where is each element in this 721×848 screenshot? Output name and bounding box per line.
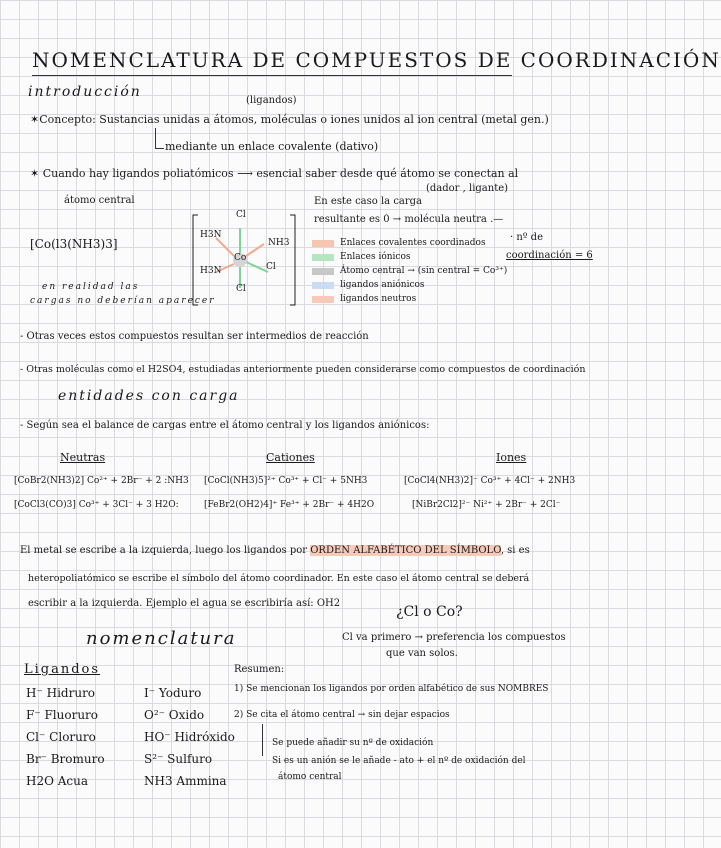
ligand-item: H2O Acua [26,774,89,788]
metal-text-1-end: , si es [500,545,530,556]
ligandos-right-col [144,686,235,796]
ligand-item: NH3 Ammina [144,774,227,788]
note-line-1: en realidad las [42,282,140,292]
legend [312,236,507,306]
legend-swatch [312,240,334,247]
neutras-row-1: [CoBr2(NH3)2] Co²⁺ + 2Br⁻ + 2 :NH3 [14,476,189,486]
center-atom: Co [234,253,247,263]
legend-swatch [312,282,334,289]
ligandos-heading: Ligandos [24,662,101,677]
ligand-ul: H3N [200,230,222,240]
legend-label: Enlaces covalentes coordinados [340,238,486,248]
dador-note: (dador , ligante) [426,183,509,194]
ligand-ur: NH3 [268,238,290,248]
iones-row-2: [NiBr2Cl2]²⁻ Ni²⁺ + 2Br⁻ + 2Cl⁻ [412,500,561,510]
complex-formula: [Co(l3(NH3)3] [30,237,118,251]
concepto-line: ✶Concepto: Sustancias unidas a átomos, moléculas o iones unidos al ion central (metal gen.) [30,113,549,126]
cl-line-2: que van solos. [386,648,458,659]
legend-item [312,278,507,292]
neutras-heading: Neutras [60,451,106,464]
legend-swatch [312,296,334,303]
ligand-top: Cl [236,210,246,220]
bracket-arrow [155,128,164,149]
legend-item [312,236,507,250]
ligandos-note: (ligandos) [246,95,297,106]
metal-line-2: heteropoliatómico se escribe el símbolo del átomo coordinador. En este caso el átomo central se deberá [28,573,530,584]
neutras-row-2: [CoCl3(CO)3] Co³⁺ + 3Cl⁻ + 3 H2O: [14,500,179,510]
legend-label: Átomo central → (sin central = Co³⁺) [340,266,508,276]
nomenclatura-heading: nomenclatura [86,628,237,649]
metal-line-3: escribir a la izquierda. Ejemplo el agua se escribiría así: OH2 [28,598,341,609]
ligand-ll: H3N [200,266,222,276]
legend-swatch [312,268,334,275]
coordination-line-2: coordinación = 6 [506,250,593,261]
orden-alfabetico-highlight: ORDEN ALFABÉTICO DEL SÍMBOLO [310,545,501,556]
otras-line-1: - Otras veces estos compuestos resultan ser intermedios de reacción [20,331,369,342]
resumen-heading: Resumen: [234,664,285,675]
ligand-item: Br⁻ Bromuro [26,752,105,766]
left-bracket [193,215,198,305]
ligand-item: Cl⁻ Cloruro [26,730,96,744]
ligand-item: H⁻ Hidruro [26,686,96,700]
bond-ur [246,244,264,256]
resumen-item-1: 1) Se mencionan los ligandos por orden alfabético de sus NOMBRES [234,684,549,694]
atomo-central-label: átomo central [64,195,135,206]
page-title: NOMENCLATURA DE COMPUESTOS DE COORDINACIÓN [32,48,721,72]
intro-heading: introducción [28,84,142,100]
metal-text-1: El metal se escribe a la izquierda, luego los ligandos por [20,545,308,556]
mediante-line: mediante un enlace covalente (dativo) [165,140,379,153]
bond-ul [216,238,234,256]
resumen-branch [262,724,271,756]
explanation-line-1: En este caso la carga [314,196,423,207]
entidades-heading: entidades con carga [58,388,240,404]
legend-label: Enlaces iónicos [340,252,411,262]
note-line-2: cargas no deberían aparecer [30,296,216,306]
ligand-item: O²⁻ Oxido [144,708,205,722]
legend-label: ligandos neutros [340,294,417,304]
title-underline [32,75,512,76]
ligand-item: HO⁻ Hidróxido [144,730,235,744]
iones-row-1: [CoCl4(NH3)2]⁻ Co³⁺ + 4Cl⁻ + 2NH3 [404,476,576,486]
ligand-item: S²⁻ Sulfuro [144,752,213,766]
segun-line: - Según sea el balance de cargas entre el átomo central y los ligandos aniónicos: [20,420,430,431]
metal-line-1 [20,545,530,556]
cationes-row-2: [FeBr2(OH2)4]⁺ Fe³⁺ + 2Br⁻ + 4H2O [204,500,375,510]
otras-line-2: - Otras moléculas como el H2SO4, estudiadas anteriormente pueden considerarse como compuestos de coordinación [20,364,586,375]
ligandos-left-col [26,686,105,796]
ligand-item: F⁻ Fluoruro [26,708,99,722]
legend-item [312,264,507,278]
resumen-sub-1: Se puede añadir su nº de oxidación [272,738,434,748]
legend-item [312,250,507,264]
resumen-sub-3: átomo central [278,772,342,782]
explanation-line-2: resultante es 0 → molécula neutra .— [314,214,504,225]
bond-right [246,262,268,272]
ligand-bottom: Cl [236,284,246,294]
ligand-right: Cl [266,262,276,272]
legend-label: ligandos aniónicos [340,280,425,290]
ligand-item: I⁻ Yoduro [144,686,202,700]
cuando-line: ✶ Cuando hay ligandos poliatómicos ⟶ esencial saber desde qué átomo se conectan al [30,167,519,180]
cl-line-1: Cl va primero → preferencia los compuestos [342,632,566,643]
cationes-row-1: [CoCl(NH3)5]²⁺ Co³⁺ + Cl⁻ + 5NH3 [204,476,368,486]
legend-item [312,292,507,306]
resumen-item-2: 2) Se cita el átomo central → sin dejar espacios [234,710,450,720]
cationes-heading: Cationes [266,451,315,464]
legend-swatch [312,254,334,261]
iones-heading: Iones [496,451,527,464]
right-bracket [290,215,295,305]
coordination-line-1: · nº de [510,232,543,243]
resumen-sub-2: Si es un anión se le añade - ato + el nº de oxidación del [272,756,526,766]
question-cl-co: ¿Cl o Co? [396,604,463,620]
